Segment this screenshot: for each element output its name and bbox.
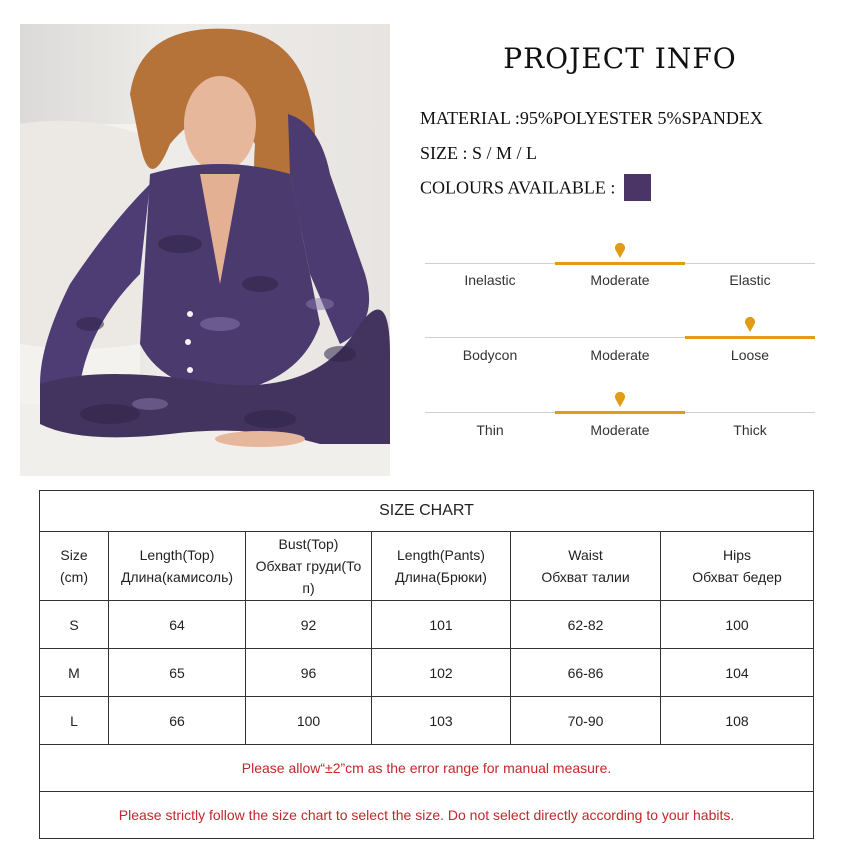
header-hips: Hips Обхват бедер (661, 532, 814, 601)
table-row (40, 697, 814, 745)
size-line: SIZE : S / M / L (420, 143, 538, 163)
scale-option-left: Thin (476, 422, 504, 438)
size-chart-table (39, 490, 814, 839)
model-illustration (20, 24, 390, 476)
table-cell: 102 (372, 649, 511, 697)
header-size: Size (cm) (40, 532, 109, 601)
size-chart-title: SIZE CHART (40, 491, 814, 532)
table-cell: 100 (246, 697, 372, 745)
scale-indicator (685, 336, 815, 339)
error-range-note: Please allow“±2”cm as the error range for manual measure. (40, 745, 814, 792)
pin-icon (614, 242, 626, 258)
product-photo (20, 24, 390, 476)
header-bust-top: Bust(Top) Обхват груди(То п) (246, 532, 372, 601)
table-cell: 70-90 (511, 697, 661, 745)
table-row (40, 601, 814, 649)
colour-swatch[interactable] (624, 174, 651, 201)
table-cell: 101 (372, 601, 511, 649)
table-header-row (40, 532, 814, 601)
material-line: MATERIAL :95%POLYESTER 5%SPANDEX (420, 108, 763, 128)
table-cell: 92 (246, 601, 372, 649)
scale-option-middle: Moderate (590, 422, 650, 438)
table-cell: 66-86 (511, 649, 661, 697)
table-cell: 64 (109, 601, 246, 649)
scale-option-left: Inelastic (464, 272, 516, 288)
size-advice-note: Please strictly follow the size chart to select the size. Do not select directly according to your habits. (40, 792, 814, 839)
table-cell: 66 (109, 697, 246, 745)
table-cell: 103 (372, 697, 511, 745)
project-info-title: PROJECT INFO (503, 42, 737, 75)
scale-indicator (555, 411, 685, 414)
table-cell: 96 (246, 649, 372, 697)
colours-line (420, 176, 651, 203)
scale-indicator (555, 262, 685, 265)
scale-option-middle: Moderate (590, 347, 650, 363)
scale-option-left: Bodycon (462, 347, 518, 363)
scale-option-right: Loose (730, 347, 770, 363)
pin-icon (744, 316, 756, 332)
table-cell: 104 (661, 649, 814, 697)
header-length-top: Length(Top) Длина(камисоль) (109, 532, 246, 601)
table-row (40, 649, 814, 697)
table-cell: 100 (661, 601, 814, 649)
fit-scale (425, 315, 815, 375)
table-cell: 65 (109, 649, 246, 697)
table-cell: 108 (661, 697, 814, 745)
colours-label: COLOURS AVAILABLE : (420, 177, 616, 198)
scale-option-right: Thick (733, 422, 767, 438)
table-cell: S (40, 601, 109, 649)
header-waist: Waist Обхват талии (511, 532, 661, 601)
thickness-scale (425, 390, 815, 450)
pin-icon (614, 391, 626, 407)
header-length-pants: Length(Pants) Длина(Брюки) (372, 532, 511, 601)
table-cell: 62-82 (511, 601, 661, 649)
table-cell: L (40, 697, 109, 745)
table-cell: M (40, 649, 109, 697)
scale-option-right: Elastic (729, 272, 771, 288)
scale-option-middle: Moderate (590, 272, 650, 288)
stretch-scale (425, 240, 815, 300)
